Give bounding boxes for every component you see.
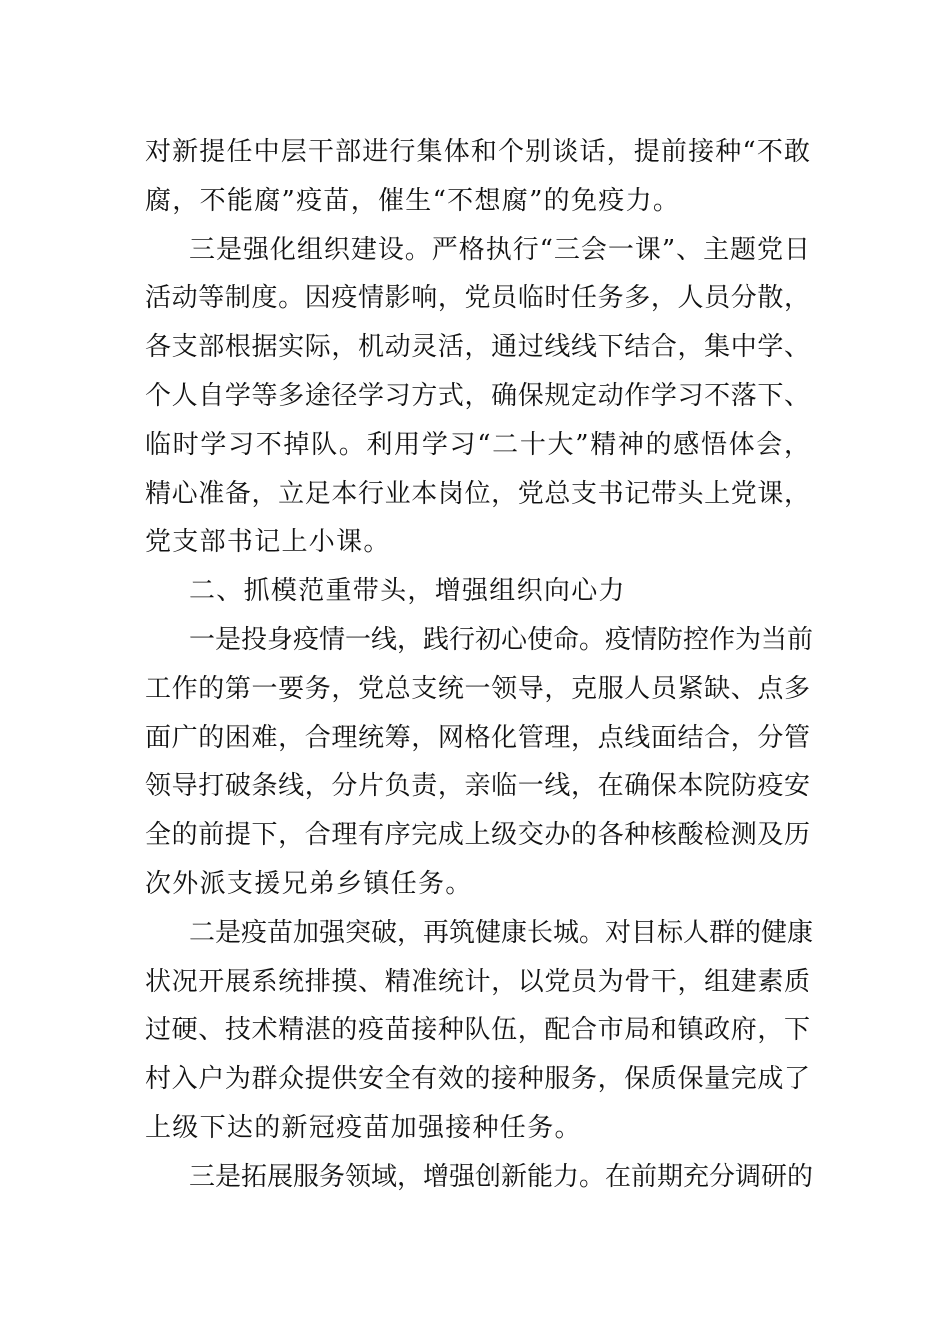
text-line: 党支部书记上小课。	[145, 527, 391, 558]
text-line: 上级下达的新冠疫苗加强接种任务。	[145, 1112, 582, 1143]
text-line: 腐，不能腐”疫苗，催生“不想腐”的免疫力。	[145, 185, 681, 216]
text-line: 各支部根据实际，机动灵活，通过线线下结合，集中学、	[145, 332, 810, 363]
text-line: 领导打破条线，分片负责，亲临一线，在确保本院防疫安	[145, 771, 810, 802]
text-line: 对新提任中层干部进行集体和个别谈话，提前接种“不敢	[145, 137, 810, 167]
paragraph-first-line: 三是拓展服务领域，增强创新能力。在前期充分调研的	[189, 1161, 814, 1192]
text-line: 活动等制度。因疫情影响，党员临时任务多，人员分散，	[145, 283, 810, 314]
text-line: 个人自学等多途径学习方式，确保规定动作学习不落下、	[145, 380, 810, 411]
text-line: 状况开展系统排摸、精准统计，以党员为骨干，组建素质	[145, 966, 810, 997]
text-line: 过硬、技术精湛的疫苗接种队伍，配合市局和镇政府，下	[145, 1015, 810, 1046]
paragraph-first-line: 一是投身疫情一线，践行初心使命。疫情防控作为当前	[189, 624, 814, 655]
paragraph-first-line: 三是强化组织建设。严格执行“三会一课”、主题党日	[189, 234, 810, 265]
document-body	[145, 128, 814, 1202]
paragraph-first-line: 二是疫苗加强突破，再筑健康长城。对目标人群的健康	[189, 917, 814, 948]
text-line: 临时学习不掉队。利用学习“二十大”精神的感悟体会，	[145, 429, 810, 460]
text-line: 精心准备，立足本行业本岗位，党总支书记带头上党课，	[145, 478, 810, 509]
text-line: 村入户为群众提供安全有效的接种服务，保质保量完成了	[145, 1064, 810, 1095]
text-line: 次外派支援兄弟乡镇任务。	[145, 868, 473, 899]
text-line: 全的前提下，合理有序完成上级交办的各种核酸检测及历	[145, 820, 810, 851]
text-line: 面广的困难，合理统筹，网格化管理，点线面结合，分管	[145, 722, 810, 753]
text-line: 工作的第一要务，党总支统一领导，克服人员紧缺、点多	[145, 673, 810, 704]
paragraph-first-line: 二、抓模范重带头，增强组织向心力	[189, 576, 626, 607]
